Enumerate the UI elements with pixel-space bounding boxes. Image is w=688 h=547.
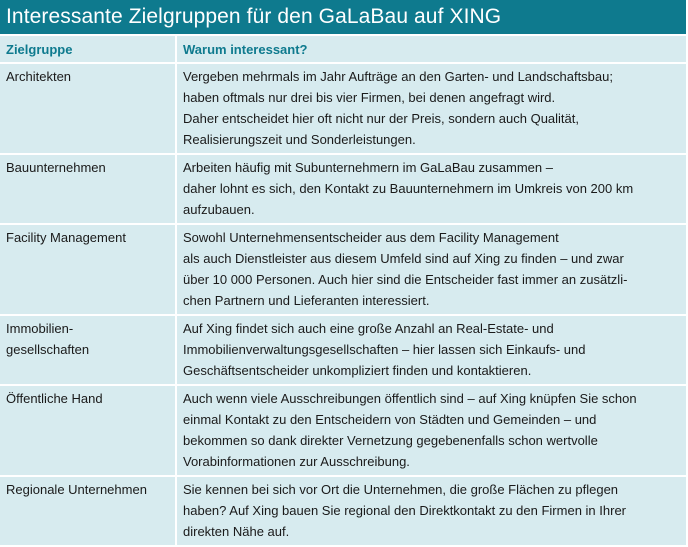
table-title: Interessante Zielgruppen für den GaLaBau auf XING (0, 0, 686, 34)
target-group-text: Öffentliche Hand (6, 391, 103, 406)
target-group-text: Regionale Unternehmen (6, 482, 147, 497)
target-group-cell (0, 224, 176, 315)
table-row (0, 315, 686, 385)
target-group-text: Immobilien- (6, 321, 74, 336)
reason-text-line: einmal Kontakt zu den Entscheidern von Städten und Gemeinden – und (183, 412, 597, 427)
reason-text-line: Auf Xing findet sich auch eine große Anzahl an Real-Estate- und (183, 321, 554, 336)
reason-text-line: Daher entscheidet hier oft nicht nur der Preis, sondern auch Qualität, (183, 111, 579, 126)
table-header-row (0, 36, 686, 63)
table-row (0, 154, 686, 224)
reason-text-line: haben oftmals nur drei bis vier Firmen, bei denen angefragt wird. (183, 90, 556, 105)
target-group-cell (0, 385, 176, 476)
reason-cell (176, 315, 686, 385)
reason-text-line: Sie kennen bei sich vor Ort die Unternehmen, die große Flächen zu pflegen (183, 482, 619, 497)
reason-text-line: Auch wenn viele Ausschreibungen öffentlich sind – auf Xing knüpfen Sie schon (183, 391, 637, 406)
reason-text-line: direkten Nähe auf. (183, 524, 290, 539)
reason-text-line: über 10 000 Personen. Auch hier sind die Entscheider fast immer an zusätzli- (183, 272, 628, 287)
reason-text-line: Immobilienverwaltungsgesellschaften – hier lassen sich Einkaufs- und (183, 342, 586, 357)
reason-cell (176, 63, 686, 154)
reason-text-line: Arbeiten häufig mit Subunternehmern im GaLaBau zusammen – (183, 160, 553, 175)
target-groups-table (0, 36, 686, 547)
reason-text-line: bekommen so dank direkter Vernetzung gegebenenfalls schon wertvolle (183, 433, 598, 448)
reason-text-line: aufzubauen. (183, 202, 255, 217)
reason-text-line: als auch Dienstleister aus diesem Umfeld sind auf Xing zu finden – und zwar (183, 251, 624, 266)
target-group-cell (0, 315, 176, 385)
target-group-text: Facility Management (6, 230, 126, 245)
reason-cell (176, 154, 686, 224)
reason-text-line: Geschäftsentscheider unkompliziert finden und kontaktieren. (183, 363, 532, 378)
column-header-group: Zielgruppe (0, 36, 176, 63)
table-row (0, 385, 686, 476)
reason-text-line: Sowohl Unternehmensentscheider aus dem Facility Management (183, 230, 559, 245)
target-group-text: Architekten (6, 69, 72, 84)
reason-cell (176, 224, 686, 315)
reason-text-line: haben? Auf Xing bauen Sie regional den Direktkontakt zu den Firmen in Ihrer (183, 503, 626, 518)
column-header-reason: Warum interessant? (176, 36, 686, 63)
reason-text-line: Realisierungszeit und Sonderleistungen. (183, 132, 416, 147)
target-group-cell (0, 63, 176, 154)
target-group-cell (0, 154, 176, 224)
reason-cell (176, 385, 686, 476)
reason-text-line: daher lohnt es sich, den Kontakt zu Bauunternehmern im Umkreis von 200 km (183, 181, 634, 196)
table-row (0, 224, 686, 315)
table-row (0, 63, 686, 154)
target-group-text: gesellschaften (6, 342, 90, 357)
target-group-text: Bauunternehmen (6, 160, 106, 175)
reason-text-line: Vorabinformationen zur Ausschreibung. (183, 454, 410, 469)
reason-text-line: chen Partnern und Lieferanten interessiert. (183, 293, 430, 308)
reason-text-line: Vergeben mehrmals im Jahr Aufträge an den Garten- und Landschaftsbau; (183, 69, 613, 84)
